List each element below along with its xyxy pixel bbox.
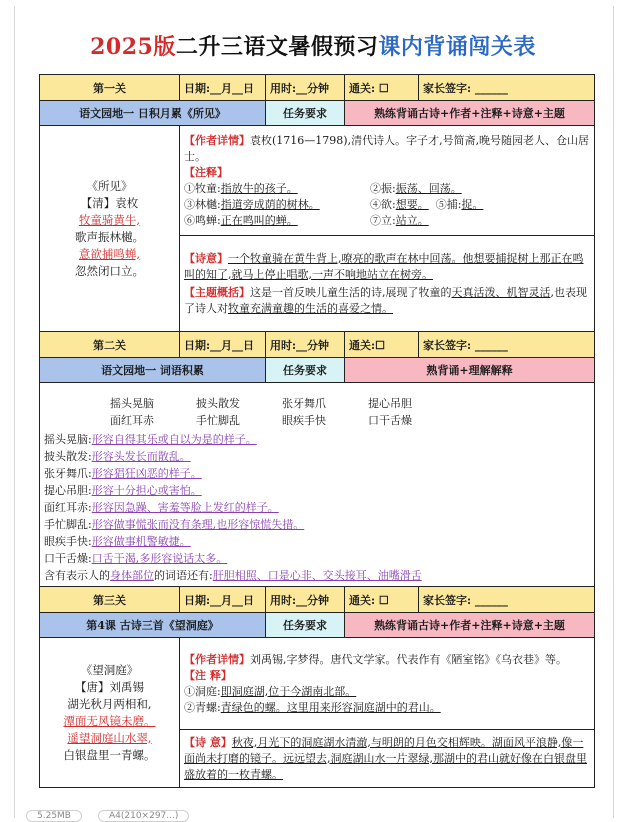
poem-author: 【清】袁枚 [80, 195, 139, 210]
title-subject: 二升三语文暑假预习 [175, 34, 379, 60]
level3-requirement: 熟练背诵古诗+作者+注释+诗意+主题 [345, 613, 595, 638]
poem-line: 忽然闭口立。 [75, 263, 144, 278]
level1-task: 任务要求 [266, 101, 345, 126]
body-part-words: 含有表示人的身体部位的词语还有:肝胆相照、口是心非、交头接耳、油嘴滑舌 [44, 569, 422, 582]
level2-lesson: 语文园地一 词语积累 [40, 358, 266, 383]
explain-item: 手忙脚乱:形容做事慌张而没有条理,也形容惊慌失措。 [44, 518, 305, 531]
level1-name: 第一关 [40, 75, 180, 101]
idiom: 手忙脚乱 [196, 414, 240, 427]
recitation-table [39, 74, 595, 788]
explain-item: 张牙舞爪:形容猖狂凶恶的样子。 [44, 467, 202, 480]
idiom: 提心吊胆 [368, 397, 412, 410]
note-item: ①牧童:指放牛的孩子。 [184, 181, 298, 195]
idiom: 摇头晃脑 [110, 397, 154, 410]
idiom: 面红耳赤 [110, 414, 154, 427]
explain-item: 摇头晃脑:形容自得其乐或自以为是的样子。 [44, 433, 257, 446]
level1-requirement: 熟练背诵古诗+作者+注释+诗意+主题 [345, 101, 595, 126]
level2-name: 第二关 [40, 332, 180, 358]
level3-sign: 家长签字: ______ [419, 587, 595, 613]
pass-checkbox[interactable]: ☐ [378, 593, 389, 607]
level1-poem-row [40, 126, 595, 236]
theme-label: 【主题概括】 [184, 285, 250, 299]
page-title [0, 30, 626, 61]
level2-date: 日期:__月__日 [180, 332, 266, 358]
poem-title: 《望洞庭》 [80, 662, 139, 677]
level3-lesson-row [40, 613, 595, 638]
level3-meaning [180, 730, 595, 788]
author-label: 【作者详情】 [184, 133, 250, 147]
idiom: 张牙舞爪 [282, 397, 326, 410]
poem-line: 意欲捕鸣蝉, [78, 246, 141, 261]
title-sheet-name: 课内背诵闯关表 [378, 34, 536, 60]
level3-date: 日期:__月__日 [180, 587, 266, 613]
level2-lesson-row [40, 358, 595, 383]
file-size: 5.25MB [26, 810, 82, 822]
poem-line: 牧童骑黄牛, [78, 212, 141, 227]
notes-label: 【注释】 [184, 165, 228, 179]
meaning-label: 【诗 意】 [184, 735, 232, 749]
poem-line: 潭面无风镜未磨。 [63, 713, 156, 728]
level1-time: 用时:__分钟 [266, 75, 345, 101]
level1-lesson: 语文园地一 日积月累《所见》 [40, 101, 266, 126]
level3-poem [40, 638, 180, 788]
note-item: ②青螺:青绿色的螺。这里用来形容洞庭湖中的君山。 [184, 700, 441, 714]
idiom: 眼疾手快 [282, 414, 326, 427]
level1-date: 日期:__月__日 [180, 75, 266, 101]
level2-words [40, 383, 595, 587]
level2-header-row [40, 332, 595, 358]
title-year: 2025版 [90, 34, 176, 60]
level1-lesson-row [40, 101, 595, 126]
level3-author-notes [180, 638, 595, 730]
level2-pass: 通关:☐ [345, 332, 419, 358]
note-item: ⑦立:站立。 [370, 213, 429, 227]
explain-item: 披头散发:形容头发长而散乱。 [44, 450, 191, 463]
level3-task: 任务要求 [266, 613, 345, 638]
poem-line: 白银盘里一青螺。 [63, 747, 156, 762]
poem-line: 湖光秋月两相和, [67, 696, 152, 711]
note-item: ②振:振荡、回荡。 [370, 181, 462, 195]
level1-author-notes [180, 126, 595, 236]
idiom: 口干舌燥 [368, 414, 412, 427]
explain-item: 口干舌燥:口舌干渴,多形容说话太多。 [44, 552, 228, 565]
paper-size: A4(210×297...) [98, 810, 189, 822]
poem-title: 《所见》 [86, 178, 133, 193]
level1-poem [40, 126, 180, 332]
level1-header-row [40, 75, 595, 101]
level3-poem-row [40, 638, 595, 730]
level2-words-row [40, 383, 595, 587]
idiom: 披头散发 [196, 397, 240, 410]
level1-sign: 家长签字: ______ [419, 75, 595, 101]
level3-pass: 通关: ☐ [345, 587, 419, 613]
explain-item: 提心吊胆:形容十分担心或害怕。 [44, 484, 202, 497]
note-item: ⑥鸣蝉:正在鸣叫的蝉。 [184, 213, 298, 227]
meaning-label: 【诗意】 [184, 251, 228, 265]
level3-header-row [40, 587, 595, 613]
level2-time: 用时:__分钟 [266, 332, 345, 358]
idiom-grid [110, 395, 590, 429]
level3-time: 用时:__分钟 [266, 587, 345, 613]
level3-name: 第三关 [40, 587, 180, 613]
level1-pass [345, 75, 419, 101]
pass-checkbox[interactable]: ☐ [378, 81, 389, 95]
meaning-text: 一个牧童骑在黄牛背上,嘹亮的歌声在林中回荡。他想要捕捉树上那正在鸣叫的知了,就马上停止唱歌,一声不响地站立在树旁。 [184, 251, 584, 281]
author-text: 袁枚(1716—1798),清代诗人。字子才,号简斋,晚号随园老人、仓山居士。 [184, 133, 590, 163]
level2-task: 任务要求 [266, 358, 345, 383]
notes-label: 【注 释】 [184, 668, 232, 682]
poem-line: 歌声振林樾。 [75, 229, 144, 244]
explain-item: 面红耳赤:形容因急躁、害羞等脸上发红的样子。 [44, 501, 279, 514]
poem-author: 【唐】刘禹锡 [75, 679, 144, 694]
note-item: ③林樾:指道旁成荫的树林。 [184, 197, 320, 211]
author-label: 【作者详情】 [184, 652, 250, 666]
note-item: ①洞庭:即洞庭湖,位于今湖南北部。 [184, 684, 357, 698]
poem-line: 遥望洞庭山水翠, [67, 730, 152, 745]
file-info-bar [26, 810, 205, 822]
note-item: ④欲:想要。 ⑤捕:捉。 [370, 197, 484, 211]
level3-lesson: 第4课 古诗三首《望洞庭》 [40, 613, 266, 638]
author-text: 刘禹锡,字梦得。唐代文学家。代表作有《陋室铭》《乌衣巷》等。 [250, 652, 567, 666]
explain-item: 眼疾手快:形容做事机警敏捷。 [44, 535, 191, 548]
meaning-text: 秋夜,月光下的洞庭湖水清澈,与明朗的月色交相辉映。湖面风平浪静,像一面尚未打磨的镜子。远远望去,洞庭湖山水一片翠绿,那湖中的君山就好像在白银盘里盛放着的一枚青螺。 [184, 735, 587, 781]
pass-label: 通关: [349, 81, 376, 95]
level2-sign: 家长签字: ______ [419, 332, 595, 358]
level1-meaning-theme: 【诗意】一个牧童骑在黄牛背上,嘹亮的歌声在林中回荡。他想要捕捉树上那正在鸣叫的知了,就马上停止唱歌,一声不响地站立在树旁。 【主题概括】这是一首反映儿童生活的诗,展现了牧童的天真活泼、机智灵活,也表现了诗人对牧童充满童趣的生活的喜爱之情。 [180, 236, 595, 332]
level2-requirement: 熟背诵+理解解释 [345, 358, 595, 383]
pass-checkbox[interactable]: ☐ [375, 338, 385, 352]
notes-list [184, 181, 590, 229]
